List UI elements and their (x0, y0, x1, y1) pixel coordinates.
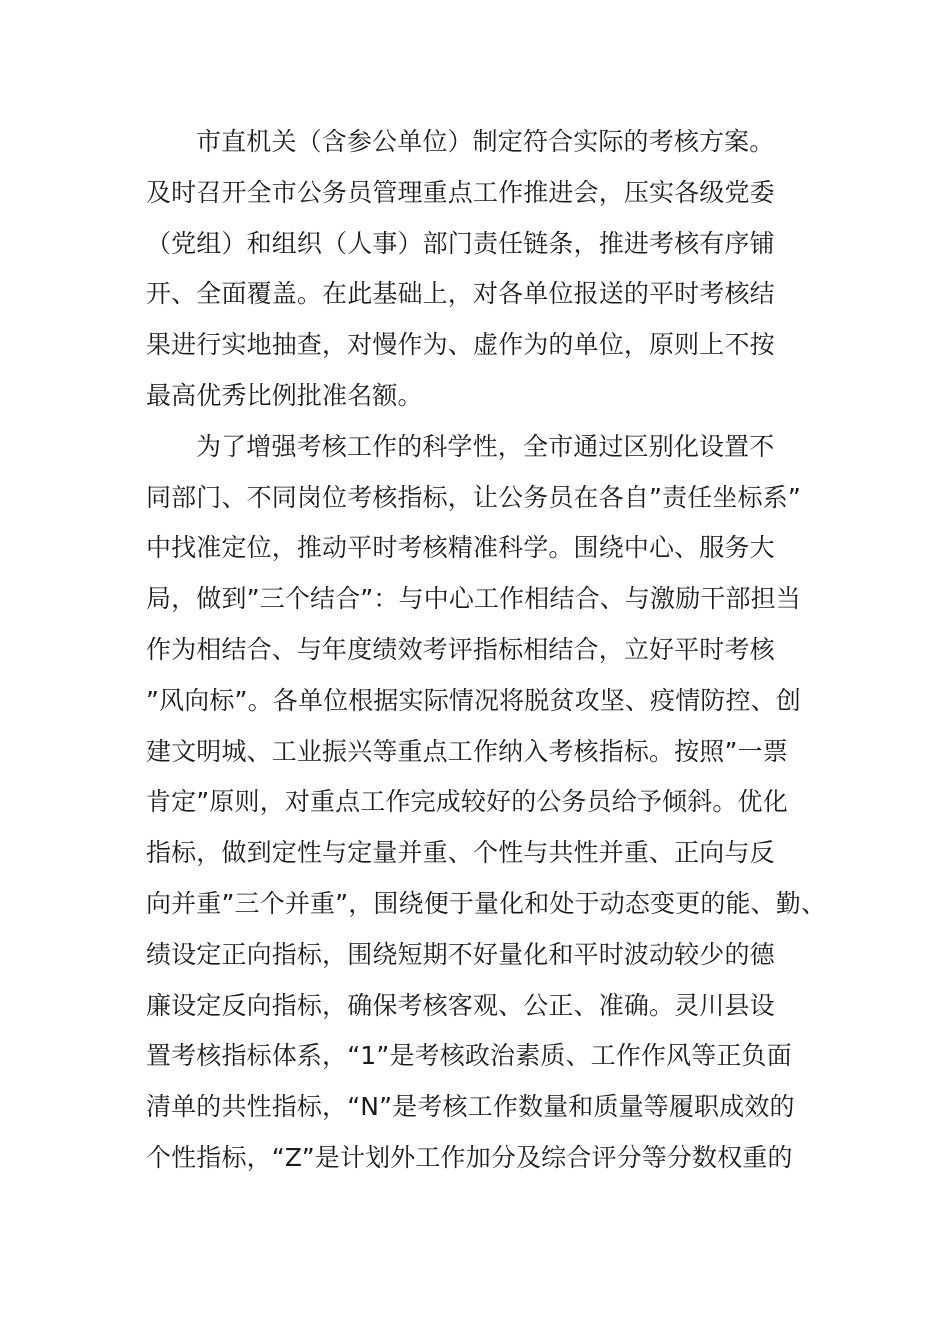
text-line: 开、全面覆盖。在此基础上，对各单位报送的平时考核结 (146, 279, 775, 309)
text-line: 为了增强考核工作的科学性，全市通过区别化设置不 (196, 431, 775, 461)
text-line: 指标，做到定性与定量并重、个性与共性并重、正向与反 (146, 838, 775, 868)
text-line: 廉设定反向指标，确保考核客观、公正、准确。灵川县设 (146, 990, 775, 1020)
text-line: 个性指标，“Z”是计划外工作加分及综合评分等分数权重的 (146, 1142, 793, 1172)
text-line: （党组）和组织（人事）部门责任链条，推进考核有序铺 (146, 228, 775, 258)
text-line: 清单的共性指标，“N”是考核工作数量和质量等履职成效的 (146, 1092, 795, 1122)
text-line: 作为相结合、与年度绩效考评指标相结合，立好平时考核 (146, 634, 775, 664)
text-line: 市直机关（含参公单位）制定符合实际的考核方案。 (196, 127, 775, 156)
paragraph-2 (146, 422, 827, 1184)
text-line: 果进行实地抽查，对慢作为、虚作为的单位，原则上不按 (146, 330, 775, 360)
text-line: 向并重”三个并重”，围绕便于量化和处于动态变更的能、勤、 (146, 888, 827, 918)
text-line: 局，做到”三个结合”：与中心工作相结合、与激励干部担当 (146, 584, 801, 614)
text-line: 绩设定正向指标，围绕短期不好量化和平时波动较少的德 (146, 939, 775, 969)
text-line: ”风向标”。各单位根据实际情况将脱贫攻坚、疫情防控、创 (146, 685, 801, 715)
text-line: 肯定”原则，对重点工作完成较好的公务员给予倾斜。优化 (146, 787, 788, 817)
text-line: 置考核指标体系，“1”是考核政治素质、工作作风等正负面 (146, 1041, 792, 1071)
text-line: 中找准定位，推动平时考核精准科学。围绕中心、服务大 (146, 533, 775, 563)
text-line: 及时召开全市公务员管理重点工作推进会，压实各级党委 (146, 177, 775, 207)
text-line: 建文明城、工业振兴等重点工作纳入考核指标。按照”一票 (146, 736, 788, 766)
document-body (146, 117, 827, 1184)
paragraph-1 (146, 117, 816, 422)
text-line: 同部门、不同岗位考核指标，让公务员在各自”责任坐标系” (146, 482, 801, 512)
text-line: 最高优秀比例批准名额。 (146, 380, 423, 410)
